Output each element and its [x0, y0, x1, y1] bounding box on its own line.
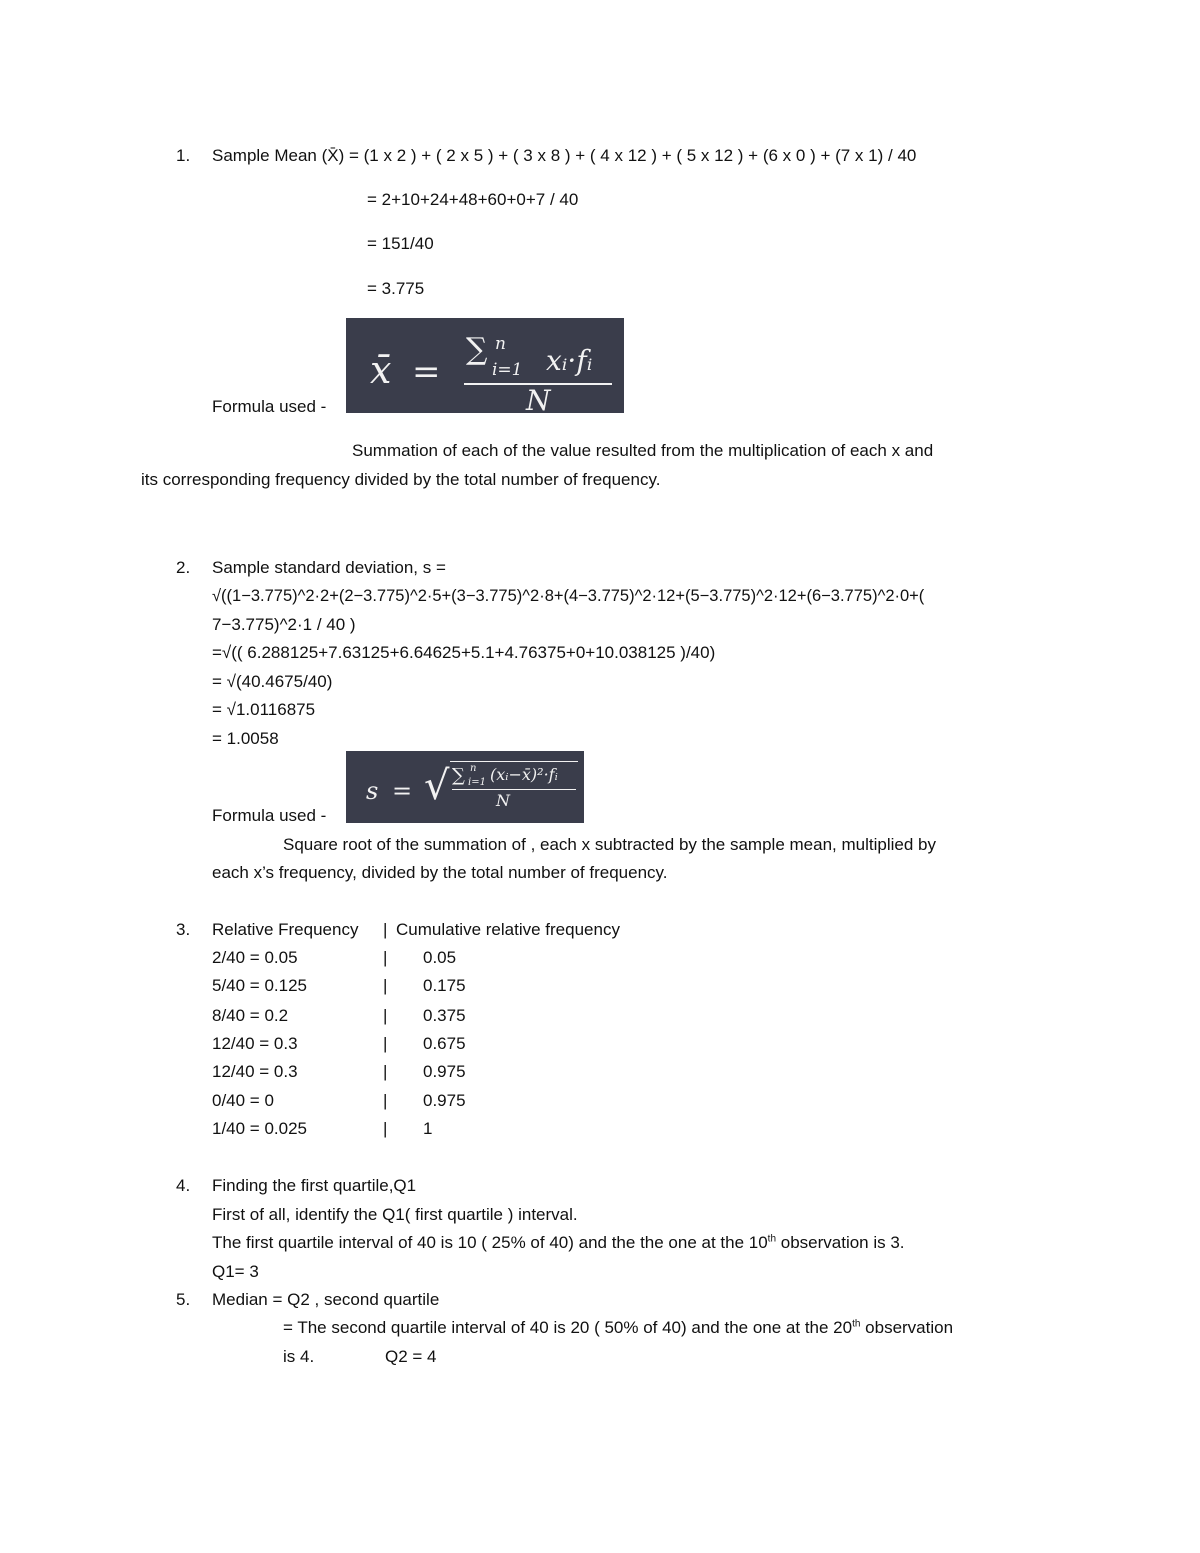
- q1-step-2-end: observation is 3.: [776, 1233, 905, 1252]
- formula-term: xᵢ·fᵢ: [546, 344, 593, 377]
- formula-fraction-bar: [452, 789, 576, 790]
- table-row-cum: 0.175: [423, 976, 466, 995]
- q1-step-2: [212, 1233, 905, 1253]
- std-dev-step-3: = √(40.4675/40): [212, 672, 333, 691]
- sample-mean-result: = 3.775: [367, 279, 425, 298]
- formula-sigma: ∑: [452, 765, 465, 786]
- formula-sum-upper: n: [470, 763, 477, 774]
- mean-explanation-1: Summation of each of the value resulted from the multiplication of each x and: [352, 441, 934, 460]
- relative-frequency-header: Relative Frequency: [212, 920, 359, 939]
- formula-equals: =: [412, 352, 441, 392]
- table-row-rel: 12/40 = 0.3: [212, 1062, 298, 1081]
- mean-explanation-2: its corresponding frequency divided by the total number of frequency.: [141, 470, 661, 489]
- table-row-cum: 0.675: [423, 1034, 466, 1053]
- formula-s: s: [366, 777, 379, 805]
- q1-title: Finding the first quartile,Q1: [212, 1176, 417, 1195]
- formula-xbar: x̄: [370, 348, 392, 392]
- median-title: Median = Q2 , second quartile: [212, 1290, 440, 1309]
- column-separator: |: [383, 1006, 388, 1025]
- item-number-3: 3.: [176, 920, 191, 939]
- table-row-rel: 2/40 = 0.05: [212, 948, 298, 967]
- column-separator: |: [383, 948, 388, 967]
- item-number-5: 5.: [176, 1290, 191, 1309]
- table-row-rel: 8/40 = 0.2: [212, 1006, 289, 1025]
- std-dev-title: Sample standard deviation, s =: [212, 558, 446, 577]
- median-result: Q2 = 4: [385, 1347, 437, 1366]
- table-row-rel: 12/40 = 0.3: [212, 1034, 298, 1053]
- cumulative-frequency-header: Cumulative relative frequency: [396, 920, 620, 939]
- formula-sigma: ∑: [466, 332, 488, 367]
- std-dev-step-1: √((1−3.775)^2·2+(2−3.775)^2·5+(3−3.775)^2·8+(4−3.775)^2·12+(5−3.775)^2·12+(6−3.775)^2·0+(: [212, 587, 925, 605]
- mean-formula-image: [346, 318, 624, 417]
- std-explanation-2: each x’s frequency, divided by the total number of frequency.: [212, 863, 668, 882]
- std-dev-result: = 1.0058: [212, 729, 279, 748]
- formula-sum-upper: n: [495, 334, 506, 354]
- column-separator: |: [383, 1119, 388, 1138]
- table-row-rel: 5/40 = 0.125: [212, 976, 308, 995]
- formula-denominator: N: [526, 384, 551, 417]
- table-row-cum: 0.975: [423, 1091, 466, 1110]
- item-number-4: 4.: [176, 1176, 191, 1195]
- std-explanation-1: Square root of the summation of , each x subtracted by the sample mean, multiplied by: [283, 835, 936, 854]
- median-step-1-text: = The second quartile interval of 40 is 20 ( 50% of 40) and the one at the 20: [283, 1318, 853, 1337]
- median-step-1: [283, 1318, 953, 1338]
- q1-step-1: First of all, identify the Q1( first quartile ) interval.: [212, 1205, 578, 1224]
- column-separator: |: [383, 1091, 388, 1110]
- table-row-cum: 1: [423, 1119, 433, 1138]
- item-number-1: 1.: [176, 146, 191, 165]
- table-row-cum: 0.975: [423, 1062, 466, 1081]
- q1-result: Q1= 3: [212, 1262, 259, 1281]
- formula-denominator: N: [496, 791, 510, 810]
- formula-sum-lower: i=1: [492, 360, 523, 380]
- sample-mean-step-2: = 151/40: [367, 234, 434, 253]
- std-dev-step-1-cont: 7−3.775)^2·1 / 40 ): [212, 615, 356, 634]
- table-row-cum: 0.05: [423, 948, 457, 967]
- column-separator: |: [383, 1062, 388, 1081]
- q1-step-2-text: The first quartile interval of 40 is 10 ( 25% of 40) and the the one at the 10: [212, 1233, 768, 1252]
- column-separator: |: [383, 920, 388, 939]
- formula-root: √: [424, 763, 450, 809]
- formula-label-mean: Formula used -: [212, 397, 327, 416]
- median-step-2: is 4.: [283, 1347, 315, 1366]
- formula-sum-lower: i=1: [468, 777, 486, 788]
- std-dev-step-2: =√(( 6.288125+7.63125+6.64625+5.1+4.76375+0+10.038125 )/40): [212, 643, 716, 662]
- formula-term: (xᵢ−x̄)²·fᵢ: [490, 765, 558, 784]
- sample-mean-step-1: = 2+10+24+48+60+0+7 / 40: [367, 190, 579, 209]
- column-separator: |: [383, 1034, 388, 1053]
- formula-equals: =: [392, 777, 413, 805]
- table-row-rel: 0/40 = 0: [212, 1091, 274, 1110]
- std-dev-step-4: = √1.0116875: [212, 700, 316, 719]
- median-step-1-end: observation: [860, 1318, 954, 1337]
- std-dev-formula-image: [346, 751, 584, 823]
- ordinal-suffix: th: [767, 1233, 777, 1245]
- table-row-rel: 1/40 = 0.025: [212, 1119, 308, 1138]
- item-number-2: 2.: [176, 558, 191, 577]
- table-row-cum: 0.375: [423, 1006, 466, 1025]
- formula-label-std: Formula used -: [212, 806, 327, 825]
- column-separator: |: [383, 976, 388, 995]
- formula-root-bar: [450, 761, 578, 762]
- sample-mean-line: Sample Mean (X̄) = (1 x 2 ) + ( 2 x 5 ) + ( 3 x 8 ) + ( 4 x 12 ) + ( 5 x 12 ) + (6 x 0 ) + (7 x 1) / 40: [212, 146, 917, 165]
- ordinal-suffix: th: [852, 1318, 861, 1330]
